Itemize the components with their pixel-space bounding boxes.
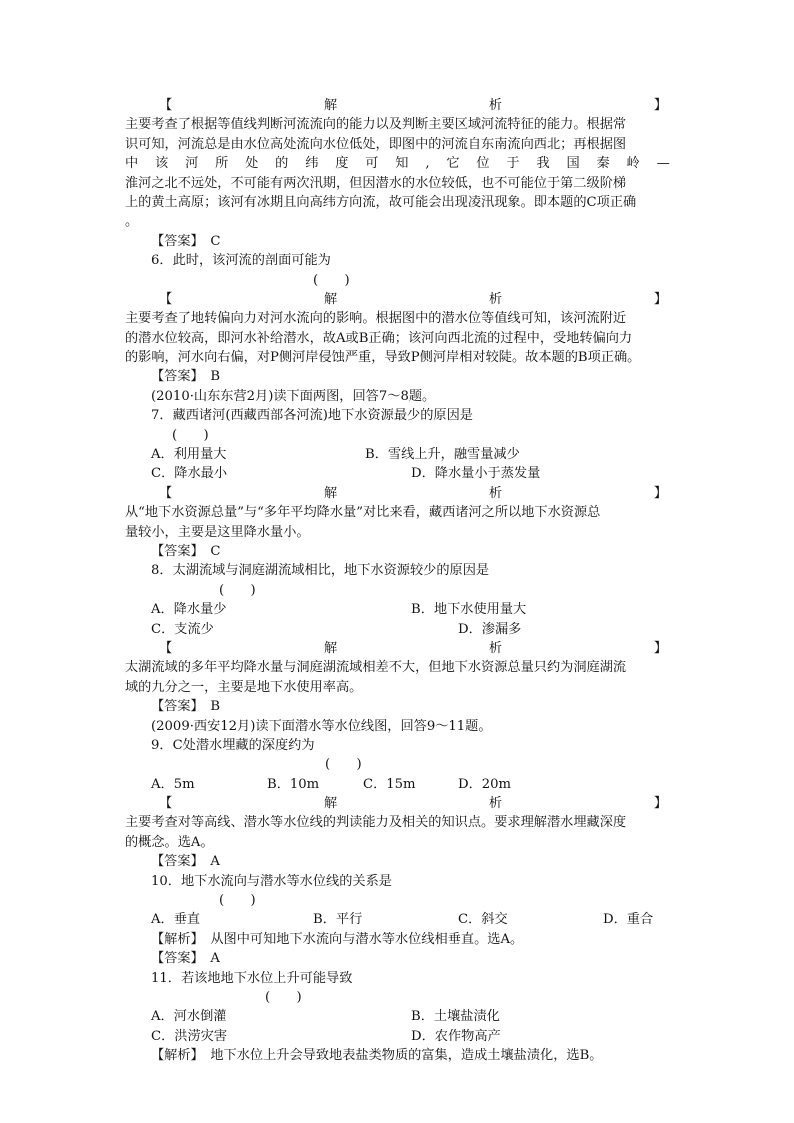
analysis-text: 淮河之北不远处，不可能有两次汛期，但因潜水的水位较低，也不可能位于第二级阶梯 xyxy=(125,175,627,191)
analysis-text: 主要考查了根据等值线判断河流流向的能力以及判断主要区域河流特征的能力。根据常 xyxy=(125,117,627,133)
answer-line: 【答案】 C xyxy=(151,233,221,249)
answer-line: 【答案】 A xyxy=(151,951,220,967)
options-row: A．5m B．10m C．15m D．20m xyxy=(151,776,512,792)
answer-paren: ( ) xyxy=(219,582,256,598)
options-row: C．洪涝灾害 D．农作物高产 xyxy=(151,1028,501,1044)
options-row: A．垂直 B．平行 C．斜交 D．重合 xyxy=(151,912,654,928)
analysis-text: 。 xyxy=(125,214,139,230)
answer-paren: ( ) xyxy=(325,757,362,773)
question-7-stem: 7．藏西诸河(西藏西部各河流)地下水资源最少的原因是 xyxy=(151,408,473,424)
answer-line: 【答案】 C xyxy=(151,543,221,559)
analysis-text-spread: 中 该 河 所 处 的 纬 度 可 知 , 它 位 于 我 国 秦 岭 — xyxy=(125,156,670,172)
analysis-text: 域的九分之一，主要是地下水使用率高。 xyxy=(125,679,363,695)
options-row: A．河水倒灌 B．土壤盐渍化 xyxy=(151,1009,500,1025)
analysis-text: 的潜水位较高，即河水补给潜水，故A或B正确；该河向西北流的过程中，受地转偏向力 xyxy=(125,330,633,346)
analysis-text: 从“地下水资源总量”与“多年平均降水量”对比来看，藏西诸河之所以地下水资源总 xyxy=(125,505,601,521)
answer-line: 【答案】 B xyxy=(151,699,221,715)
analysis-heading: 【 解 析 】 xyxy=(159,98,667,113)
question-9-stem: 9．C处潜水埋藏的深度约为 xyxy=(151,737,315,753)
question-10-stem: 10．地下水流向与潜水等水位线的关系是 xyxy=(151,873,392,889)
answer-paren: ( ) xyxy=(219,893,256,909)
source-intro: (2009·西安12月)读下面潜水等水位线图，回答9～11题。 xyxy=(151,718,492,734)
answer-paren: ( ) xyxy=(265,989,302,1005)
answer-paren: ( ) xyxy=(313,272,350,288)
analysis-heading: 【 解 析 】 xyxy=(159,796,667,812)
question-6-stem: 6．此时，该河流的剖面可能为 xyxy=(151,253,331,269)
options-row: A．利用量大 B．雪线上升，融雪量减少 xyxy=(151,447,520,463)
analysis-text: 量较小，主要是这里降水量小。 xyxy=(125,524,310,540)
analysis-text: 太湖流域的多年平均降水量与洞庭湖流域相差不大，但地下水资源总量只约为洞庭湖流 xyxy=(125,660,627,676)
options-row: A．降水量少 B．地下水使用量大 xyxy=(151,602,527,618)
analysis-line: 【解析】 从图中可知地下水流向与潜水等水位线相垂直。选A。 xyxy=(151,931,524,947)
analysis-text: 上的黄土高原；该河有冰期且向高纬方向流，故可能会出现凌汛现象。即本题的C项正确 xyxy=(125,194,637,210)
options-row: C．降水最小 D．降水量小于蒸发量 xyxy=(151,466,541,482)
document-page xyxy=(125,96,670,1066)
analysis-text: 识可知，河流总是由水位高处流向水位低处，即图中的河流自东南流向西北；再根据图 xyxy=(125,136,627,152)
analysis-text: 主要考查了地转偏向力对河水流向的影响。根据图中的潜水位等值线可知，该河流附近 xyxy=(125,311,627,327)
analysis-text: 主要考查对等高线、潜水等水位线的判读能力及相关的知识点。要求理解潜水埋藏深度 xyxy=(125,815,627,831)
source-intro: (2010·山东东营2月)读下面两图，回答7～8题。 xyxy=(151,388,436,404)
analysis-heading: 【 解 析 】 xyxy=(159,291,667,307)
answer-line: 【答案】 B xyxy=(151,369,221,385)
analysis-line: 【解析】 地下水位上升会导致地表盐类物质的富集，造成土壤盐渍化，选B。 xyxy=(151,1048,603,1064)
answer-paren: ( ) xyxy=(172,427,209,443)
options-row: C．支流少 D．渗漏多 xyxy=(151,621,522,637)
question-11-stem: 11．若该地地下水位上升可能导致 xyxy=(151,970,353,986)
analysis-heading: 【 解 析 】 xyxy=(159,485,667,501)
question-8-stem: 8．太湖流域与洞庭湖流域相比，地下水资源较少的原因是 xyxy=(151,563,490,579)
answer-line: 【答案】 A xyxy=(151,854,220,870)
analysis-heading: 【 解 析 】 xyxy=(159,640,667,656)
analysis-text: 的概念。选A。 xyxy=(125,834,214,850)
analysis-text: 的影响，河水向右偏，对P侧河岸侵蚀严重，导致P侧河岸相对较陡。故本题的B项正确。 xyxy=(125,350,641,366)
